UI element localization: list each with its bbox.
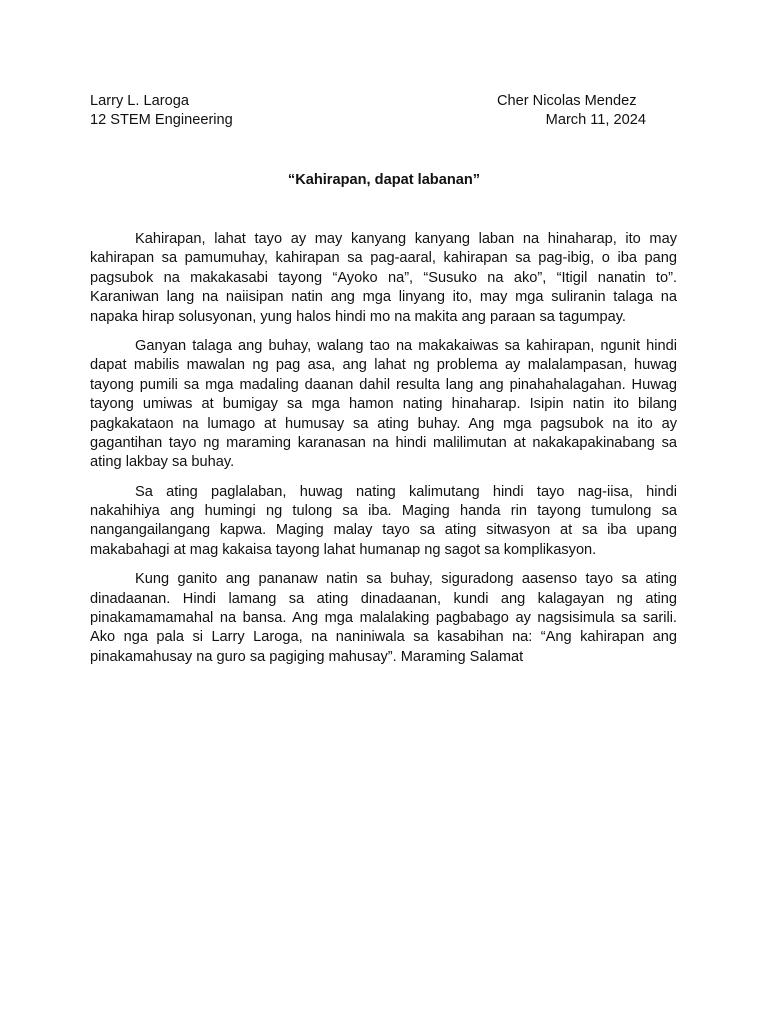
paragraph-line: pinakamamamahal na bansa. Ang mga malalaking pagbabago ay nagsisimula sa sarili. bbox=[90, 610, 677, 627]
paragraph-line: gagantihan tayo ng maraming karanasan na hindi malilimutan at nakakapakinabang sa bbox=[90, 434, 677, 451]
paragraph-line: dapat mabilis mawalan ng pag asa, ang lahat ng problema ay malalampasan, huwag bbox=[90, 357, 677, 374]
paragraph-line: dinadaanan. Hindi lamang sa ating dinadaanan, kundi ang kalagayan ng ating bbox=[90, 590, 677, 607]
paragraph-line: kahirapan sa pamumuhay, kahirapan sa pag-aaral, kahirapan sa pag-ibig, o iba pang bbox=[90, 250, 677, 267]
paragraph-line: Ako nga pala si Larry Laroga, na naniniwala sa kasabihan na: “Ang kahirapan ang bbox=[90, 629, 677, 646]
paragraph-line: makabahagi at mag kakaisa tayong lahat humanap ng sagot sa komplikasyon. bbox=[90, 541, 597, 558]
paragraph-line: Ganyan talaga ang buhay, walang tao na makakaiwas sa kahirapan, ngunit hindi bbox=[135, 337, 677, 354]
paragraph-line: pagsubok na makakasabi tayong “Ayoko na”, “Susuko na ako”, “Itigil nanatin to”. bbox=[90, 269, 677, 286]
paragraph-line: pinakamahusay na guro sa pagiging mahusay”. Maraming Salamat bbox=[90, 648, 524, 665]
paragraph bbox=[90, 483, 677, 561]
author-section: 12 STEM Engineering bbox=[90, 112, 233, 128]
paragraph-line: Sa ating paglalaban, huwag nating kalimutang hindi tayo nag-iisa, hindi bbox=[135, 483, 677, 500]
paragraph-line: ating lakbay sa buhay. bbox=[90, 454, 235, 471]
document-date: March 11, 2024 bbox=[545, 112, 646, 128]
essay-title: “Kahirapan, dapat labanan” bbox=[287, 172, 481, 188]
paragraph-line: nangangailangang kapwa. Maging malay tayo sa ating sitwasyon at sa iba upang bbox=[90, 522, 677, 539]
paragraph-line: nakahihiya ang humingi ng tulong sa iba. Maging handa rin tayong tumulong sa bbox=[90, 503, 677, 520]
author-name: Larry L. Laroga bbox=[90, 93, 189, 109]
paragraph-line: tayong pumili sa mga madaling daanan dahil resulta lang ang pinahahalagahan. Huwag bbox=[90, 376, 677, 393]
paragraph-line: tayong umiwas at bumigay sa mga hamon nating hinaharap. Isipin natin ito bilang bbox=[90, 396, 677, 413]
paragraph-line: Kahirapan, lahat tayo ay may kanyang kanyang laban na hinaharap, ito may bbox=[135, 231, 677, 247]
paragraph bbox=[90, 230, 677, 327]
paragraph-line: Karaniwan lang na naiisipan natin ang mga linyang ito, may mga suliranin talaga na bbox=[90, 289, 677, 306]
paragraph-line: pagkakataon na lumago at humusay sa ating buhay. Ang mga pagsubok na ito ay bbox=[90, 415, 677, 432]
paragraph-line: napaka hirap solusyonan, yung halos hindi mo na makita ang paraan sa tagumpay. bbox=[90, 308, 626, 325]
essay-body bbox=[90, 230, 677, 677]
teacher-name: Cher Nicolas Mendez bbox=[497, 93, 637, 109]
paragraph-line: Kung ganito ang pananaw natin sa buhay, siguradong aasenso tayo sa ating bbox=[135, 571, 677, 588]
paragraph bbox=[90, 337, 677, 473]
author-block bbox=[90, 92, 233, 130]
paragraph bbox=[90, 570, 677, 667]
teacher-block bbox=[497, 92, 646, 130]
